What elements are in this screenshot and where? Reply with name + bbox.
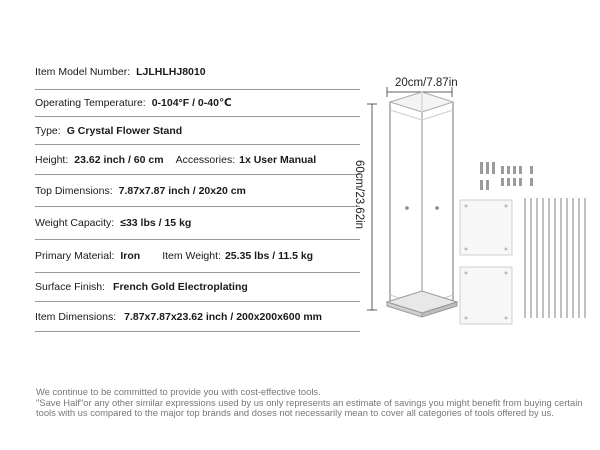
spec-label: Primary Material: bbox=[35, 250, 115, 262]
spec-label: Top Dimensions: bbox=[35, 184, 113, 197]
spec-value: Iron bbox=[120, 250, 141, 262]
spec-label: Item Model Number: bbox=[35, 66, 131, 78]
spec-row-material bbox=[35, 240, 360, 273]
width-label: 20cm/7.87in bbox=[395, 77, 458, 89]
spec-label: Type: bbox=[35, 124, 61, 137]
assembled-stand bbox=[387, 92, 457, 317]
spec-row-model bbox=[35, 55, 360, 90]
spec-value: 23.62 inch / 60 cm bbox=[74, 153, 164, 166]
product-diagram bbox=[345, 70, 600, 330]
acrylic-panels bbox=[460, 200, 512, 324]
spec-label: Item Dimensions: bbox=[35, 310, 117, 323]
spec-value: 0-104°F / 0-40℃ bbox=[151, 97, 232, 109]
spec-value: 7.87x7.87 inch / 20x20 cm bbox=[118, 184, 246, 197]
spec-value-secondary: 1x User Manual bbox=[239, 153, 317, 166]
spec-label: Height: bbox=[35, 153, 69, 166]
spec-table bbox=[35, 55, 360, 332]
spec-value: French Gold Electroplating bbox=[113, 281, 248, 293]
spec-row-surface-finish bbox=[35, 273, 360, 302]
spec-label: Surface Finish: bbox=[35, 281, 106, 293]
spec-row-height bbox=[35, 145, 360, 175]
spec-row-type bbox=[35, 117, 360, 145]
spec-value: 7.87x7.87x23.62 inch / 200x200x600 mm bbox=[124, 310, 323, 323]
spec-label: Weight Capacity: bbox=[35, 217, 115, 229]
spec-row-temperature bbox=[35, 90, 360, 117]
disclaimer bbox=[36, 387, 584, 419]
spec-row-weight-capacity bbox=[35, 207, 360, 240]
spec-value: ≤33 lbs / 15 kg bbox=[120, 217, 192, 229]
screws-parts bbox=[480, 162, 533, 190]
height-dimension bbox=[353, 104, 377, 310]
height-label: 60cm/23.62in bbox=[353, 160, 365, 230]
spec-value: G Crystal Flower Stand bbox=[66, 124, 183, 137]
disclaimer-line-2: "Save Half"or any other similar expressions used by us only represents an estimate of savings you might benefit from buying certain tools with us compared to the major top brands and doses not necessarily mean to cover all categories of tools offered by us. bbox=[36, 396, 583, 418]
disclaimer-line-1: We continue to be committed to provide you with cost-effective tools. bbox=[36, 386, 321, 397]
spec-row-item-dimensions bbox=[35, 302, 360, 332]
spec-value-secondary: 25.35 lbs / 11.5 kg bbox=[224, 250, 314, 262]
spec-row-top-dimensions bbox=[35, 175, 360, 207]
spec-label-secondary: Item Weight: bbox=[162, 250, 221, 262]
rods-parts bbox=[525, 198, 585, 318]
spec-label: Operating Temperature: bbox=[35, 97, 146, 109]
spec-value: LJLHLHJ8010 bbox=[136, 66, 206, 78]
spec-label-secondary: Accessories: bbox=[175, 153, 236, 166]
